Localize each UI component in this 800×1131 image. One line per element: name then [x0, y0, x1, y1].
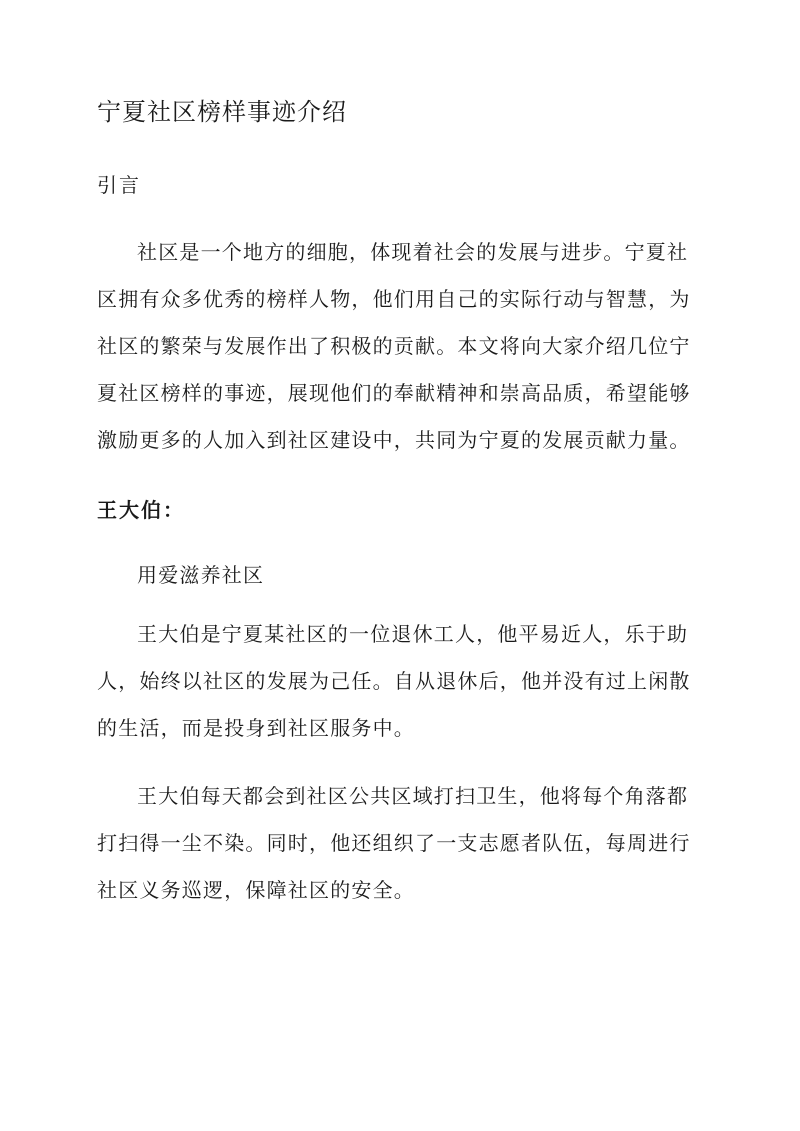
- person-subtitle: 用爱滋养社区: [137, 563, 265, 587]
- person-paragraph-1: 王大伯是宁夏某社区的一位退休工人，他平易近人，乐于助人，始终以社区的发展为己任。自从退休后，他并没有过上闲散的生活，而是投身到社区服务中。: [97, 622, 691, 740]
- person-paragraph-2: 王大伯每天都会到社区公共区域打扫卫生，他将每个角落都打扫得一尘不染。同时，他还组织了一支志愿者队伍，每周进行社区义务巡逻，保障社区的安全。: [97, 784, 691, 902]
- document-title: 宁夏社区榜样事迹介绍: [97, 98, 347, 126]
- person-heading: 王大伯：: [97, 498, 185, 522]
- intro-paragraph: 社区是一个地方的细胞，体现着社会的发展与进步。宁夏社区拥有众多优秀的榜样人物，他们用自己的实际行动与智慧，为社区的繁荣与发展作出了积极的贡献。本文将向大家介绍几位宁夏社区榜样的事迹，展现他们的奉献精神和崇高品质，希望能够激励更多的人加入到社区建设中，共同为宁夏的发展贡献力量。: [97, 240, 691, 452]
- intro-heading: 引言: [97, 173, 141, 197]
